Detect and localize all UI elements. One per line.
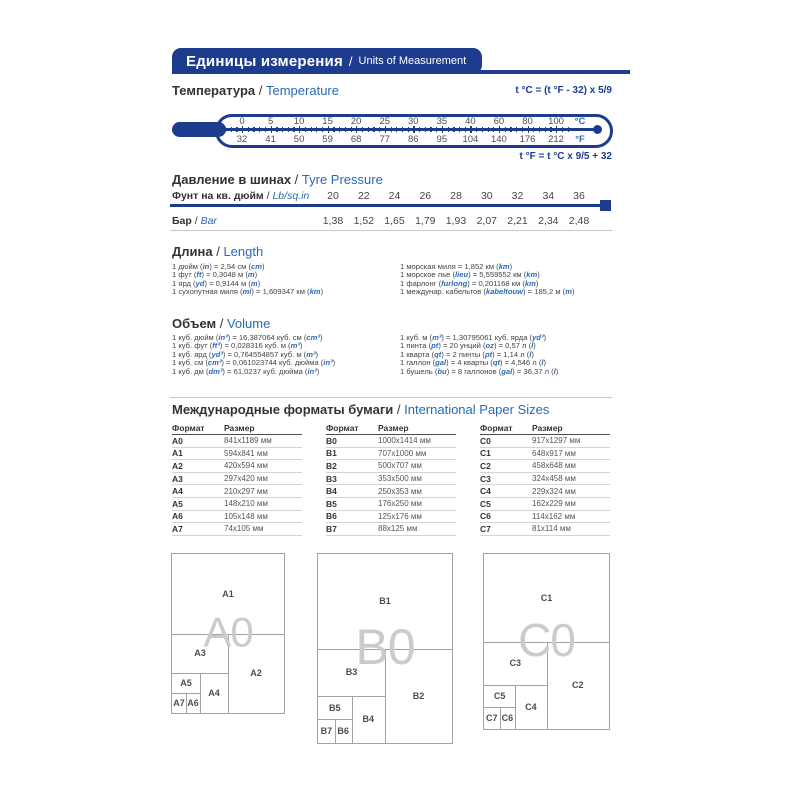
unit-abbr: m — [247, 270, 255, 280]
paper-row — [480, 498, 610, 511]
size-cell: 229x324 мм — [532, 486, 576, 496]
paper-row — [326, 460, 456, 473]
length-heading: Длина / Length — [172, 244, 264, 259]
minor-tick — [425, 127, 426, 131]
minor-tick — [465, 127, 466, 131]
paper-row — [326, 485, 456, 498]
fahrenheit-value: 50 — [293, 133, 305, 145]
paper-row — [172, 448, 302, 461]
unit-abbr: m³ — [432, 333, 442, 342]
minor-tick — [379, 127, 380, 131]
size-header-cell: Размер — [532, 422, 563, 433]
bar-value: 2,34 — [538, 215, 559, 227]
diagram-cell-label: C6 — [501, 713, 514, 724]
paper-row — [172, 498, 302, 511]
format-cell: B3 — [326, 473, 337, 484]
psi-value: 28 — [450, 190, 462, 202]
unit-conversion-item: 1 морское лье (lieu) = 5,559552 км (km) — [400, 270, 540, 280]
minor-tick — [288, 127, 289, 131]
format-cell: A4 — [172, 486, 183, 497]
format-cell: B0 — [326, 435, 337, 446]
paper-diagram-b0 — [317, 553, 453, 744]
minor-tick — [253, 127, 254, 131]
minor-tick — [362, 127, 363, 131]
minor-tick — [316, 127, 317, 131]
minor-tick — [562, 127, 563, 131]
minor-tick — [493, 127, 494, 131]
unit-conversion-item: 1 ярд (yd) = 0,9144 м (m) — [172, 278, 261, 288]
unit-abbr: l — [541, 358, 544, 368]
diagram-cell-label: B6 — [337, 726, 349, 737]
bar-value: 1,93 — [445, 215, 467, 227]
celsius-value: 20 — [350, 116, 362, 127]
unit-abbr: gal — [435, 358, 447, 368]
minor-tick — [282, 127, 283, 131]
paper-row — [480, 485, 610, 498]
paper-row — [480, 435, 610, 448]
minor-tick — [482, 127, 483, 131]
paper-row — [172, 460, 302, 473]
psi-value: 24 — [388, 190, 401, 202]
minor-tick — [322, 127, 323, 131]
size-cell: 353x500 мм — [378, 474, 422, 484]
format-cell: A0 — [172, 435, 183, 446]
celsius-value: 35 — [436, 116, 448, 127]
fahrenheit-value: 68 — [350, 133, 362, 145]
diagram-fold-line — [500, 707, 501, 729]
minor-tick — [305, 127, 306, 131]
c-to-f-formula: t °F = t °C x 9/5 + 32 — [519, 151, 612, 162]
size-cell: 420x594 мм — [224, 461, 268, 471]
unit-abbr: m³ — [290, 341, 300, 351]
volume-conversions-left — [172, 334, 335, 376]
units-banner — [172, 48, 482, 74]
diagram-watermark: C0 — [518, 613, 575, 666]
paper-table-header — [326, 421, 456, 435]
minor-tick — [408, 127, 409, 131]
section-divider — [170, 230, 612, 231]
thermometer-bulb — [172, 122, 226, 137]
diagram-cell-label: A1 — [222, 588, 234, 599]
paper-table-header — [172, 421, 302, 435]
format-cell: C0 — [480, 435, 491, 446]
volume-conversions-right — [400, 334, 558, 376]
size-cell: 81x114 мм — [532, 524, 571, 534]
minor-tick — [459, 127, 460, 131]
fahrenheit-value: 176 — [519, 133, 536, 145]
psi-value: 22 — [357, 190, 370, 202]
paper-row — [480, 523, 610, 536]
size-header-cell: Размер — [224, 422, 255, 433]
celsius-value: 5 — [267, 116, 274, 127]
celsius-value: 0 — [239, 116, 245, 127]
minor-tick — [453, 127, 454, 131]
unit-abbr: qt — [492, 358, 500, 368]
diagram-cell-label: A4 — [208, 688, 220, 699]
unit-abbr: m³ — [306, 349, 316, 359]
fahrenheit-value: 59 — [322, 133, 333, 145]
unit-conversion-item: 1 дюйм (in) = 2,54 см (cm) — [172, 262, 265, 271]
bar-value: 2,21 — [507, 215, 528, 227]
format-header-cell: Формат — [172, 422, 205, 433]
unit-conversion-item: 1 куб. м (m³) = 1,30795061 куб. ярда (yd³) — [400, 333, 546, 342]
psi-value: 32 — [511, 190, 524, 202]
celsius-value: 30 — [408, 116, 419, 127]
minor-tick — [259, 127, 260, 131]
bar-value: 1,38 — [322, 215, 344, 227]
unit-conversion-item: 1 фарлонг (furlong) = 0,201168 км (km) — [400, 278, 539, 288]
diagram-cell-label: B2 — [412, 690, 425, 701]
unit-abbr: km — [498, 262, 510, 271]
size-cell: 105x148 мм — [224, 511, 268, 521]
minor-tick — [248, 127, 249, 131]
fahrenheit-value: 140 — [490, 133, 507, 145]
minor-tick — [311, 127, 312, 131]
paper-row — [172, 523, 302, 536]
format-cell: A6 — [172, 511, 183, 522]
diagram-cell-label: A5 — [180, 678, 192, 689]
paper-row — [326, 511, 456, 524]
minor-tick — [391, 127, 392, 131]
size-cell: 88x125 мм — [378, 524, 418, 534]
bar-value: 2,07 — [476, 215, 498, 227]
format-cell: B7 — [326, 523, 337, 534]
minor-tick — [539, 127, 540, 131]
size-cell: 210x297 мм — [224, 486, 268, 496]
diagram-fold-line — [352, 696, 353, 743]
minor-tick — [339, 127, 340, 131]
paper-row — [326, 523, 456, 536]
size-cell: 114x162 мм — [532, 511, 576, 521]
paper-table-c — [480, 421, 610, 536]
diagram-cell-label: C2 — [571, 680, 584, 691]
length-conversions-right — [400, 263, 574, 297]
psi-value: 30 — [480, 190, 493, 202]
diagram-watermark: B0 — [355, 618, 415, 675]
format-cell: C6 — [480, 511, 491, 522]
minor-tick — [345, 127, 346, 131]
unit-abbr: mi — [242, 287, 252, 297]
unit-abbr: bu — [437, 366, 447, 376]
volume-heading: Объем / Volume — [172, 316, 271, 331]
format-cell: C5 — [480, 498, 491, 509]
paper-sizes-heading: Международные форматы бумаги / International Paper Sizes — [172, 402, 550, 417]
psi-row-label: Фунт на кв. дюйм / Lb/sq.in — [172, 190, 310, 202]
size-cell: 707x1000 мм — [378, 448, 427, 458]
minor-tick — [448, 127, 449, 131]
celsius-value: 25 — [379, 116, 391, 127]
celsius-value: 10 — [293, 116, 305, 127]
diagram-cell-label: A3 — [194, 648, 206, 659]
unit-conversion-item: 1 междунар. кабельтов (kabeltouw) = 185,2 м (m) — [400, 287, 575, 297]
minor-tick — [265, 127, 266, 131]
unit-conversion-item: 1 куб. ярд (yd³) = 0,764554857 куб. м (m³) — [172, 349, 318, 359]
minor-tick — [293, 127, 294, 131]
celsius-value: 80 — [522, 116, 533, 127]
unit-abbr: km — [309, 287, 321, 297]
section-divider — [170, 397, 612, 398]
minor-tick — [402, 127, 403, 131]
size-cell: 594x841 мм — [224, 448, 268, 458]
format-cell: C4 — [480, 486, 491, 497]
size-cell: 917x1297 мм — [532, 436, 581, 446]
fahrenheit-value: 41 — [265, 133, 276, 145]
unit-abbr: pt — [484, 349, 493, 359]
unit-abbr: m — [565, 287, 572, 297]
paper-row — [172, 473, 302, 486]
fahrenheit-value: 32 — [236, 133, 248, 145]
celsius-value: 15 — [322, 116, 333, 127]
minor-tick — [396, 127, 397, 131]
minor-tick — [430, 127, 431, 131]
celsius-value: 60 — [493, 116, 505, 127]
format-cell: C2 — [480, 460, 491, 471]
format-cell: B6 — [326, 511, 337, 522]
unit-abbr: km — [524, 278, 536, 288]
thermometer-scale-line — [224, 128, 598, 131]
size-cell: 297x420 мм — [224, 474, 268, 484]
format-header-cell: Формат — [480, 422, 513, 433]
unit-abbr: yd — [195, 278, 205, 288]
unit-conversion-item: 1 кварта (qt) = 2 пинты (pt) = 1,14 л (l) — [400, 349, 534, 359]
celsius-unit-label: °C — [574, 116, 586, 127]
format-header-cell: Формат — [326, 422, 359, 433]
unit-conversion-item: 1 куб. дм (dm³) = 61,0237 куб. дюйма (in³) — [172, 366, 320, 376]
unit-abbr: cm³ — [207, 358, 222, 368]
unit-abbr: l — [553, 366, 556, 376]
diagram-cell-label: C7 — [486, 713, 498, 724]
size-cell: 176x250 мм — [378, 499, 422, 509]
minor-tick — [333, 127, 334, 131]
unit-abbr: qt — [434, 349, 442, 359]
minor-tick — [373, 127, 374, 131]
minor-tick — [436, 127, 437, 131]
paper-row — [326, 498, 456, 511]
size-cell: 162x229 мм — [532, 499, 576, 509]
format-cell: A5 — [172, 498, 183, 509]
diagram-cell-label: A7 — [173, 698, 185, 709]
format-cell: B5 — [326, 498, 337, 509]
diagram-fold-line — [200, 673, 201, 713]
paper-row — [326, 473, 456, 486]
paper-row — [172, 485, 302, 498]
unit-abbr: in³ — [218, 333, 228, 342]
unit-abbr: in — [202, 262, 210, 271]
tyre-pressure-heading: Давление в шинах / Tyre Pressure — [172, 172, 383, 187]
temperature-heading: Температура / Temperature — [172, 83, 339, 98]
unit-abbr: l — [529, 349, 532, 359]
unit-conversion-item: 1 куб. дюйм (in³) = 16,387064 куб. см (cm³) — [172, 333, 323, 342]
unit-abbr: yd³ — [211, 349, 223, 359]
fahrenheit-value: 86 — [408, 133, 419, 145]
diagram-cell-label: B4 — [362, 714, 375, 725]
minor-tick — [476, 127, 477, 131]
paper-table-header — [480, 421, 610, 435]
paper-diagram-c0 — [483, 553, 610, 730]
paper-table-b — [326, 421, 456, 536]
minor-tick — [488, 127, 489, 131]
fahrenheit-value: 95 — [436, 133, 448, 145]
celsius-value: 40 — [465, 116, 476, 127]
fahrenheit-unit-label: °F — [575, 133, 585, 145]
unit-conversion-item: 1 фут (ft) = 0,3048 м (m) — [172, 270, 258, 280]
unit-abbr: ft³ — [212, 341, 220, 351]
psi-value: 34 — [542, 190, 555, 202]
minor-tick — [351, 127, 352, 131]
size-cell: 148x210 мм — [224, 499, 268, 509]
unit-abbr: pt — [431, 341, 439, 351]
diagram-cell-label: B3 — [345, 667, 358, 678]
diagram-cell-label: B1 — [379, 596, 391, 607]
unit-abbr: l — [531, 341, 534, 351]
pressure-gauge-marker — [600, 200, 611, 211]
unit-abbr: oz — [485, 341, 494, 351]
minor-tick — [231, 127, 232, 131]
unit-conversion-item: 1 бушель (bu) = 8 галлонов (gal) = 36,37 л (l) — [400, 366, 559, 376]
unit-abbr: gal — [501, 366, 513, 376]
diagram-cell-label: C3 — [509, 658, 522, 669]
unit-abbr: kabeltouw — [485, 287, 524, 297]
format-cell: C1 — [480, 448, 491, 459]
paper-row — [480, 448, 610, 461]
paper-row — [480, 473, 610, 486]
diagram-cell-label: C5 — [493, 691, 506, 702]
bar-value: 1,65 — [384, 215, 405, 227]
paper-row — [480, 460, 610, 473]
psi-value: 36 — [573, 190, 585, 202]
pressure-gauge-line — [170, 204, 602, 207]
format-cell: B2 — [326, 460, 337, 471]
diagram-cell-label: A2 — [250, 668, 262, 679]
unit-abbr: in³ — [323, 358, 333, 368]
minor-tick — [522, 127, 523, 131]
unit-conversion-item: 1 куб. фут (ft³) = 0,028316 куб. м (m³) — [172, 341, 303, 351]
minor-tick — [419, 127, 420, 131]
bar-value: 1,79 — [415, 215, 436, 227]
paper-table-a — [172, 421, 302, 536]
format-cell: B4 — [326, 486, 337, 497]
length-conversions-left — [172, 263, 323, 297]
celsius-value: 100 — [548, 116, 564, 127]
size-cell: 250x353 мм — [378, 486, 422, 496]
size-cell: 324x458 мм — [532, 474, 576, 484]
fahrenheit-value: 104 — [462, 133, 479, 145]
f-to-c-formula: t °C = (t °F - 32) x 5/9 — [515, 85, 612, 96]
minor-tick — [516, 127, 517, 131]
diagram-cell-label: A6 — [187, 698, 199, 709]
unit-conversion-item: 1 пинта (pt) = 20 унций (oz) = 0,57 л (l) — [400, 341, 536, 351]
bar-value: 2,48 — [568, 215, 590, 227]
format-cell: B1 — [326, 448, 337, 459]
format-cell: A7 — [172, 523, 183, 534]
banner-separator: / — [348, 53, 353, 69]
minor-tick — [510, 127, 511, 131]
unit-conversion-item: 1 сухопутная миля (mi) = 1,609347 км (km) — [172, 287, 324, 297]
minor-tick — [568, 127, 569, 131]
size-cell: 74x105 мм — [224, 524, 264, 534]
unit-abbr: cm — [251, 262, 263, 271]
psi-value: 20 — [327, 190, 339, 202]
format-cell: A3 — [172, 473, 183, 484]
size-cell: 841x1189 мм — [224, 436, 272, 446]
size-cell: 458x648 мм — [532, 461, 576, 471]
bar-row-label: Бар / Bar — [172, 215, 217, 227]
unit-abbr: lieu — [455, 270, 469, 280]
size-cell: 125x176 мм — [378, 511, 422, 521]
paper-row — [326, 448, 456, 461]
size-cell: 1000x1414 мм — [378, 436, 431, 446]
minor-tick — [225, 127, 226, 131]
paper-diagram-a0 — [171, 553, 285, 714]
psi-value: 26 — [419, 190, 432, 202]
unit-conversion-item: 1 куб. см (cm³) = 0,061023744 куб. дюйма (in³) — [172, 358, 336, 368]
unit-abbr: ft — [196, 270, 202, 280]
diagram-fold-line — [515, 685, 516, 729]
diagram-cell-label: B5 — [328, 702, 341, 713]
size-cell: 500x707 мм — [378, 461, 422, 471]
size-header-cell: Размер — [378, 422, 409, 433]
paper-row — [172, 511, 302, 524]
paper-row — [172, 435, 302, 448]
format-cell: C3 — [480, 473, 491, 484]
format-cell: A1 — [172, 448, 183, 459]
unit-abbr: km — [526, 270, 538, 280]
unit-abbr: yd³ — [532, 333, 544, 342]
format-cell: A2 — [172, 460, 183, 471]
diagram-cell-label: C4 — [525, 702, 537, 713]
diagram-fold-line — [335, 719, 336, 743]
diagram-cell-label: B7 — [320, 726, 333, 737]
diagram-watermark: A0 — [203, 607, 253, 655]
minor-tick — [545, 127, 546, 131]
minor-tick — [505, 127, 506, 131]
minor-tick — [368, 127, 369, 131]
diagram-cell-label: C1 — [540, 592, 553, 603]
unit-abbr: dm³ — [208, 366, 223, 376]
banner-title-en: Units of Measurement — [358, 55, 467, 67]
unit-conversion-item: 1 морская миля = 1,852 км (km) — [400, 262, 513, 271]
unit-abbr: in³ — [307, 366, 317, 376]
unit-conversion-item: 1 галлон (gal) = 4 кварты (qt) = 4,546 л (l) — [400, 358, 547, 368]
fahrenheit-value: 212 — [548, 133, 564, 145]
paper-row — [480, 511, 610, 524]
minor-tick — [276, 127, 277, 131]
minor-tick — [550, 127, 551, 131]
size-cell: 648x917 мм — [532, 448, 576, 458]
unit-abbr: furlong — [441, 278, 468, 288]
minor-tick — [236, 127, 237, 131]
fahrenheit-value: 77 — [379, 133, 391, 145]
paper-row — [326, 435, 456, 448]
format-cell: C7 — [480, 523, 491, 534]
thermometer-line-end-dot — [593, 125, 602, 134]
banner-title-ru: Единицы измерения — [186, 52, 343, 70]
minor-tick — [533, 127, 534, 131]
unit-abbr: m — [250, 278, 258, 288]
unit-abbr: cm³ — [306, 333, 320, 342]
bar-value: 1,52 — [353, 215, 375, 227]
